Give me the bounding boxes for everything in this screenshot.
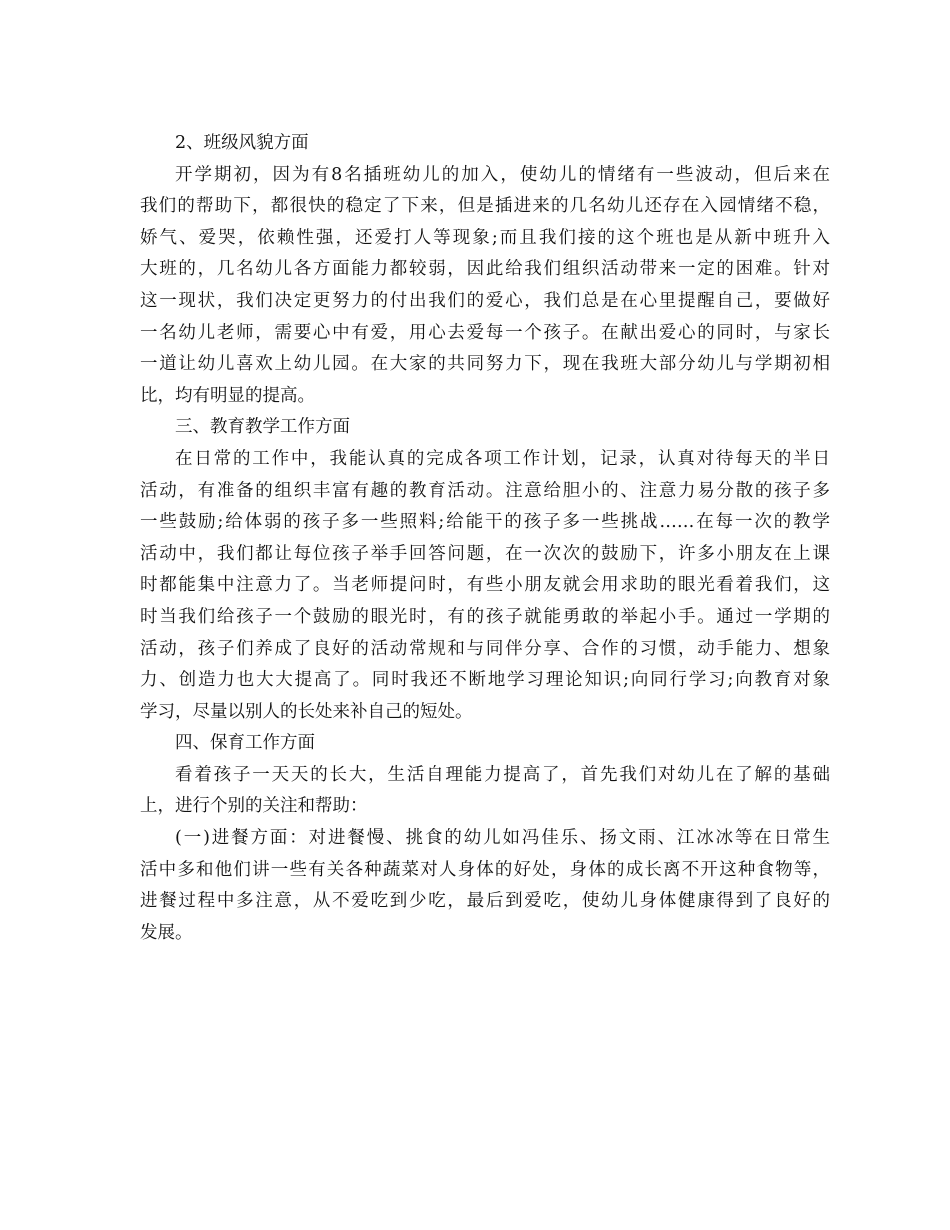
text-line: 比，均有明显的提高。 [140, 385, 315, 406]
text-line: 看着孩子一天天的长大，生活自理能力提高了，首先我们对幼儿在了解的基础 [175, 764, 830, 785]
text-line: 大班的，几名幼儿各方面能力都较弱，因此给我们组织活动带来一定的困难。针对 [140, 259, 830, 280]
text-line: 开学期初，因为有8名插班幼儿的加入，使幼儿的情绪有一些波动，但后来在 [175, 164, 830, 185]
paragraph [140, 760, 830, 823]
text-line: 学习，尽量以别人的长处来补自己的短处。 [140, 701, 473, 722]
text-line: 发展。 [140, 922, 193, 943]
text-line: 一名幼儿老师，需要心中有爱，用心去爱每一个孩子。在献出爱心的同时，与家长 [140, 322, 830, 343]
paragraph [140, 160, 830, 413]
text-line: 力、创造力也大大提高了。同时我还不断地学习理论知识;向同行学习;向教育对象 [140, 670, 830, 691]
text-line: 娇气、爱哭，依赖性强，还爱打人等现象;而且我们接的这个班也是从新中班升入 [140, 227, 830, 248]
text-line: 这一现状，我们决定更努力的付出我们的爱心，我们总是在心里提醒自己，要做好 [140, 290, 830, 311]
text-line: 时当我们给孩子一个鼓励的眼光时，有的孩子就能勇敢的举起小手。通过一学期的 [140, 606, 830, 627]
text-line: 活动，孩子们养成了良好的活动常规和与同伴分享、合作的习惯，动手能力、想象 [140, 638, 830, 659]
text-line: 活中多和他们讲一些有关各种蔬菜对人身体的好处，身体的成长离不开这种食物等， [140, 859, 830, 880]
paragraph [140, 823, 830, 949]
text-line: 我们的帮助下，都很快的稳定了下来，但是插进来的几名幼儿还存在入园情绪不稳， [140, 196, 830, 217]
text-line: 进餐过程中多注意，从不爱吃到少吃，最后到爱吃，使幼儿身体健康得到了良好的 [140, 891, 830, 912]
text-line: 一道让幼儿喜欢上幼儿园。在大家的共同努力下，现在我班大部分幼儿与学期初相 [140, 354, 830, 375]
text-line: 在日常的工作中，我能认真的完成各项工作计划，记录，认真对待每天的半日 [175, 448, 830, 469]
section-heading: 三、教育教学工作方面 [175, 417, 350, 438]
text-line: (一)进餐方面：对进餐慢、挑食的幼儿如冯佳乐、扬文雨、江冰冰等在日常生 [175, 828, 830, 849]
paragraph [140, 444, 830, 728]
section-heading: 四、保育工作方面 [175, 733, 315, 754]
section-heading: 2、班级风貌方面 [175, 133, 309, 153]
text-line: 时都能集中注意力了。当老师提问时，有些小朋友就会用求助的眼光看着我们，这 [140, 575, 830, 596]
text-line: 一些鼓励;给体弱的孩子多一些照料;给能干的孩子多一些挑战……在每一次的教学 [140, 512, 830, 533]
text-line: 上，进行个别的关注和帮助： [140, 796, 368, 817]
document-body [140, 128, 830, 949]
text-line: 活动，有准备的组织丰富有趣的教育活动。注意给胆小的、注意力易分散的孩子多 [140, 480, 830, 501]
text-line: 活动中，我们都让每位孩子举手回答问题，在一次次的鼓励下，许多小朋友在上课 [140, 543, 830, 564]
